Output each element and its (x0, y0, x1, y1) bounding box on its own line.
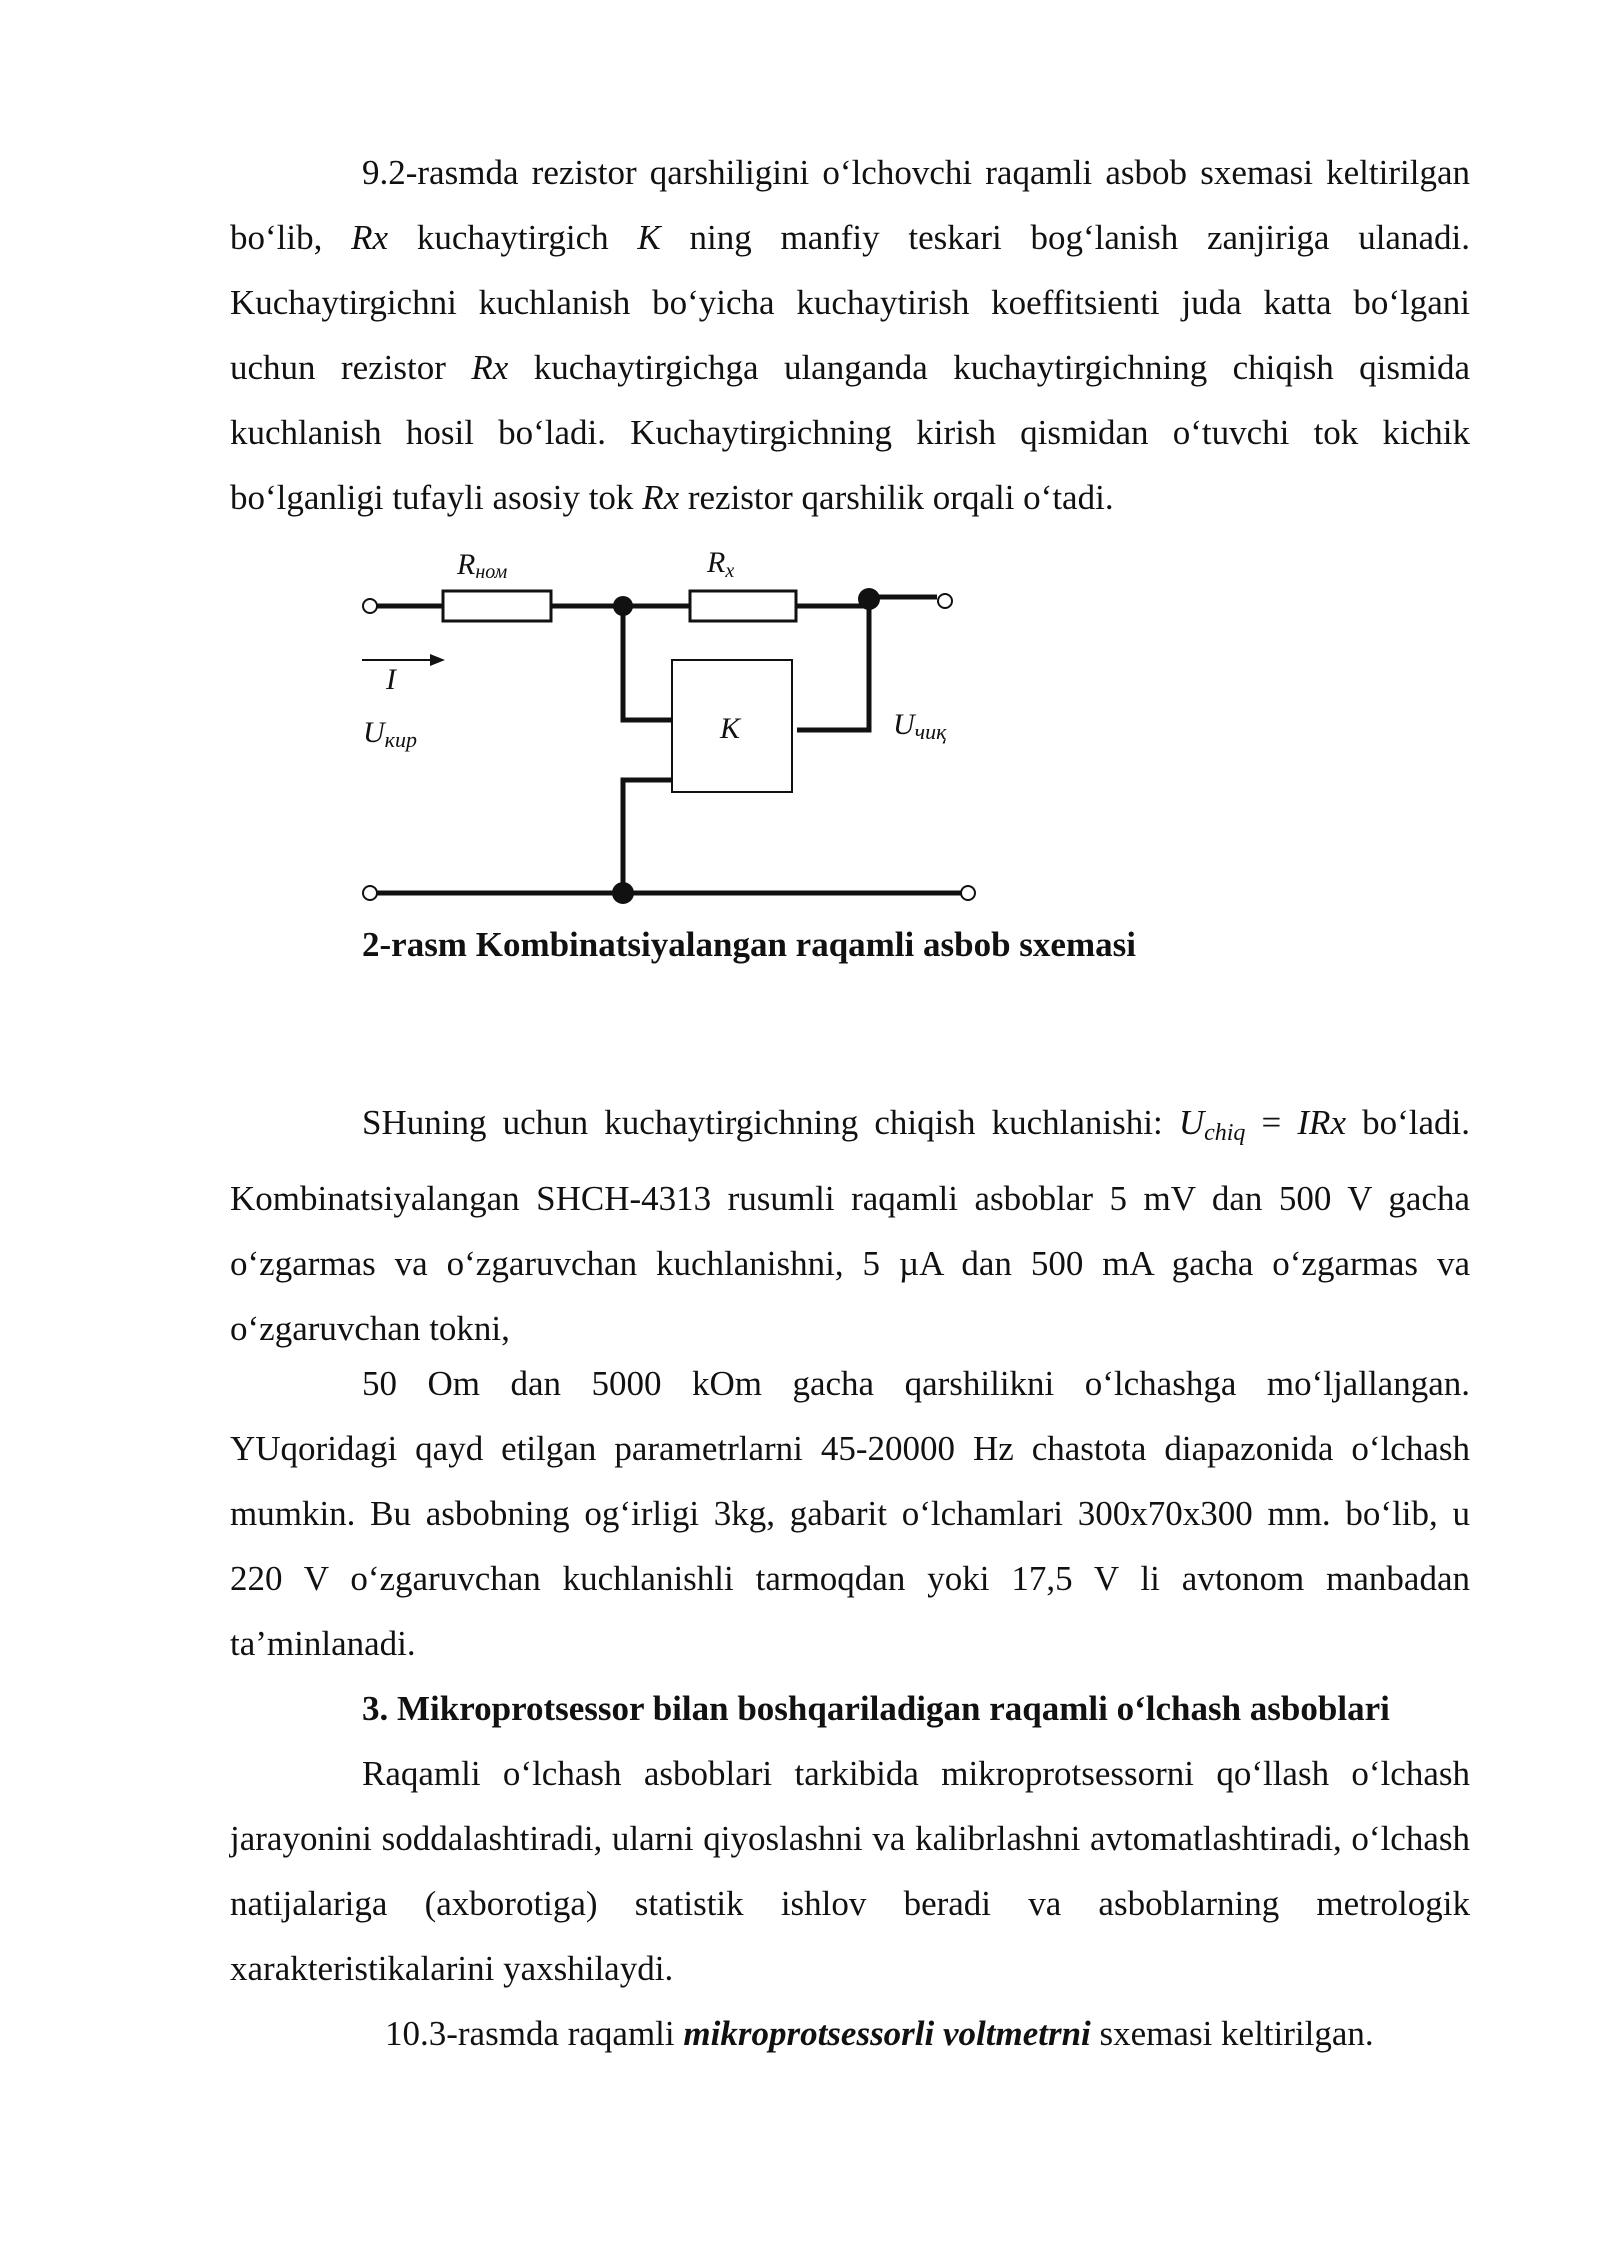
figure-caption: 2-rasm Kombinatsiyalangan raqamli asbob sxemasi (362, 925, 1136, 964)
terminal-in-top (363, 599, 377, 613)
paragraph-figure-ref (385, 2001, 1374, 2066)
emphasis-voltmeter: mikroprotsessorli voltmetrni (683, 2014, 1091, 2053)
wire-feedback-in (623, 606, 672, 720)
junction-node (612, 882, 634, 904)
label-u-in: Uкир (363, 716, 417, 752)
section-heading: 3. Mikroprotsessor bilan boshqariladigan raqamli o‘lchash asboblari (362, 1689, 1390, 1728)
label-u-out: Uчиқ (893, 708, 947, 744)
text-run: kuchaytirgichga ulanganda kuchaytirgichning chiqish qismida kuchlanish hosil bo‘ladi. Kuchaytirgichning kirish qismidan o‘tuvchi tok kichik bo‘lganligi tufayli asosiy tok (230, 348, 1471, 517)
wire-ground-in (623, 780, 672, 893)
text-run: sxemasi keltirilgan. (1090, 2014, 1374, 2053)
formula-irx: IRx (1297, 1103, 1346, 1142)
formula-u: $U_{chiq}$ (1178, 1103, 1246, 1146)
paragraph-microprocessor: Raqamli o‘lchash asboblari tarkibida mikroprotsessorni qo‘llash o‘lchash jarayonini soddalashtiradi, ularni qiyoslashni va kalibrlashni avtomatlashtiradi, o‘lchash natijalariga (axborotiga) statistik ishlov beradi va asboblarning metrologik xarakteristikalarini yaxshilaydi. (230, 1754, 1470, 1988)
circuit-diagram (0, 0, 1600, 960)
current-arrowhead (430, 654, 445, 666)
resistor-rnom (443, 591, 551, 621)
text-run: bo‘ladi. Kombinatsiyalangan SHCH-4313 rusumli raqamli asboblar 5 mV dan 500 V gacha o‘zgarmas va o‘zgaruvchan kuchlanishni, 5 µA dan 500 mA gacha o‘zgarmas va o‘zgaruvchan tokni, (230, 1103, 1470, 1348)
terminal-out-top (938, 594, 952, 608)
text-run: ning manfiy teskari bog‘lanish zanjiriga ulanadi. Kuchaytirgichni kuchlanish bo‘yicha kuchaytirish koeffitsienti juda katta bo‘lgani uchun rezistor (230, 218, 1470, 387)
label-current: I (386, 663, 396, 696)
terminal-out-bottom (961, 886, 975, 900)
symbol-rx: Rx (642, 478, 680, 517)
junction-node (858, 588, 880, 610)
symbol-k: K (637, 218, 661, 257)
text-run: 10.3-rasmda raqamli (385, 2014, 684, 2053)
text-run: kuchaytirgich (388, 218, 638, 257)
label-amplifier: K (720, 712, 741, 745)
label-rnom: Rном (457, 548, 508, 583)
paragraph-specs: 50 Om dan 5000 kOm gacha qarshilikni o‘lchashga mo‘ljallangan. YUqoridagi qayd etilgan parametrlarni 45-20000 Hz chastota diapazonida o‘lchash mumkin. Bu asbobning og‘irligi 3kg, gabarit o‘lchamlari 300x70x300 mm. bo‘lib, u 220 V o‘zgaruvchan kuchlanishli tarmoqdan yoki 17,5 V li avtonom manbadan ta’minlanadi. (230, 1364, 1470, 1663)
wire-feedback-out (797, 597, 869, 730)
text-run: rezistor qarshilik orqali o‘tadi. (679, 478, 1114, 517)
terminal-in-bottom (363, 886, 377, 900)
text-run: = (1245, 1103, 1298, 1142)
resistor-rx (690, 591, 796, 621)
text-run: SHuning uchun kuchaytirgichning chiqish kuchlanishi: (362, 1103, 1179, 1142)
symbol-rx: Rx (471, 348, 509, 387)
text-run: 9.2-rasmda rezistor qarshiligini o‘lchovchi raqamli asbob sxemasi keltirilgan bo‘lib, (230, 153, 1470, 257)
symbol-rx: Rx (351, 218, 389, 257)
junction-node (613, 596, 633, 616)
label-rx: Rx (707, 546, 735, 582)
paragraph-output-voltage (230, 1090, 1470, 1361)
